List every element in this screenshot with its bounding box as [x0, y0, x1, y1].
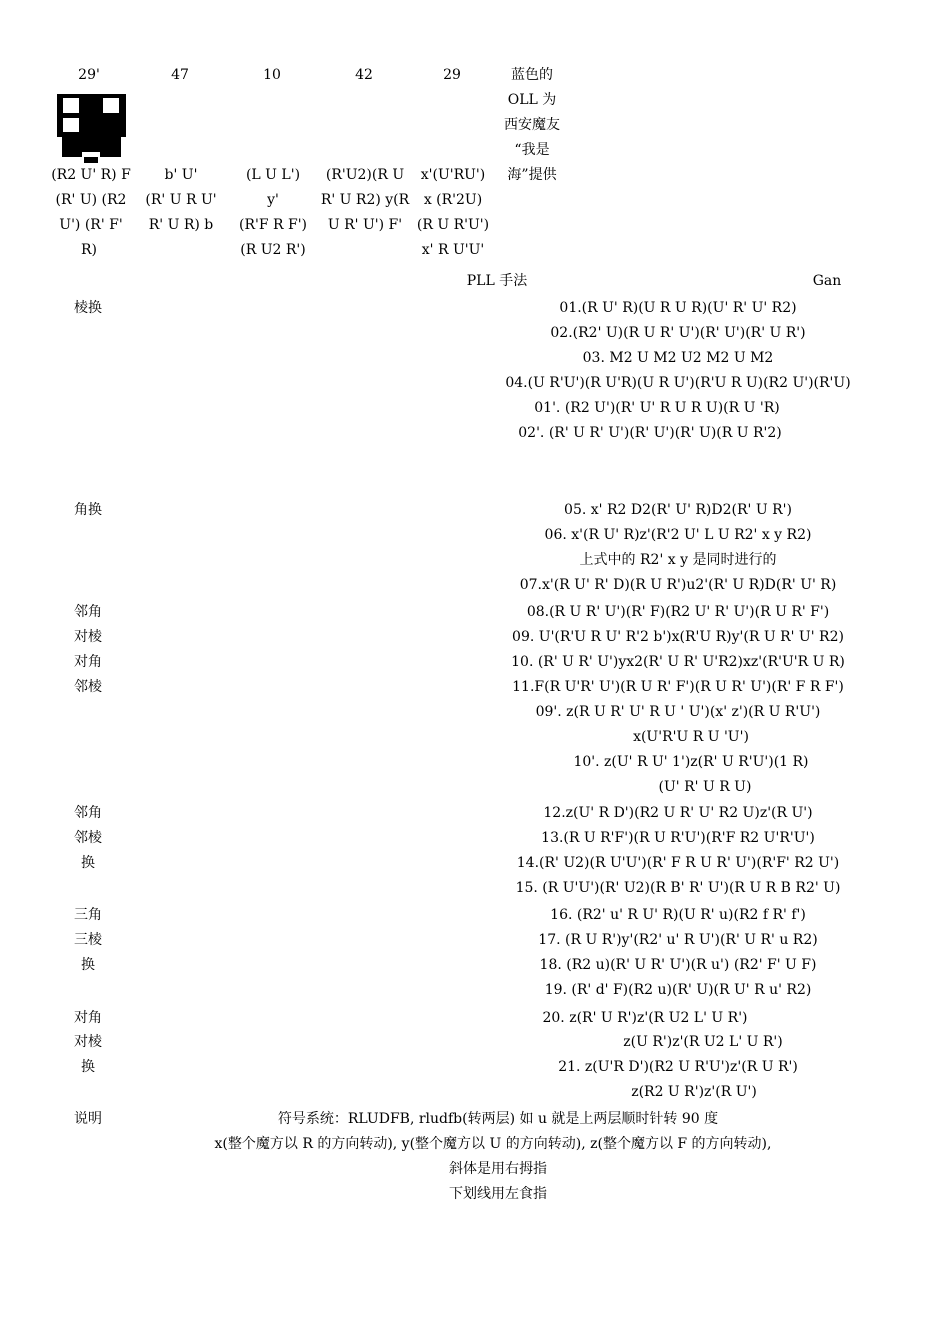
oll-note-line: “我是 [514, 142, 550, 158]
pll-formula: 19. (R' d' F)(R2 u)(R' U)(R U' R u' R2) [544, 982, 812, 998]
oll-case-number: 47 [171, 67, 189, 83]
pll-formula: z(U R')z'(R U2 L' U R') [623, 1034, 783, 1050]
category-label: 对棱 [74, 629, 102, 645]
category-label: 三棱 [74, 932, 102, 948]
pll-formula: 18. (R2 u)(R' U R' U')(R u') (R2' F' U F) [539, 957, 817, 973]
pll-formula: 02'. (R' U R' U')(R' U')(R' U)(R U R'2) [518, 425, 782, 441]
pll-formula: 21. z(U'R D')(R2 U R'U')z'(R U R') [558, 1059, 798, 1075]
oll-formula-line: U R' U') F' [327, 217, 403, 233]
notation-note: 下划线用左食指 [449, 1186, 547, 1202]
oll-formula-line: R' U R) b [148, 217, 214, 233]
oll-formula-line: R' U R2) y(R [320, 192, 410, 208]
oll-formula-line: U') (R' F' [59, 217, 123, 233]
oll-formula-line: (R' U R U' [145, 192, 217, 208]
category-label: 邻角 [74, 604, 102, 620]
pll-formula: 03. M2 U M2 U2 M2 U M2 [582, 350, 774, 366]
category-label: 三角 [74, 907, 102, 923]
pll-formula: 05. x' R2 D2(R' U' R)D2(R' U R') [564, 502, 792, 518]
pll-formula: z(R2 U R')z'(R U') [631, 1084, 757, 1100]
category-label: 角换 [74, 502, 102, 518]
oll-formula-line: (R U R'U') [416, 217, 490, 233]
oll-formula-line: (R2 U' R) F [51, 167, 131, 183]
oll-formula-line: (R'F R F') [238, 217, 308, 233]
oll-case-number: 29' [78, 67, 100, 83]
pll-formula: 17. (R U R')y'(R2' u' R U')(R' U R' u R2) [538, 932, 818, 948]
oll-formula-line: x' R U'U' [421, 242, 485, 258]
oll-case-number: 42 [355, 67, 373, 83]
pll-formula: 11.F(R U'R' U')(R U R' F')(R U R' U')(R' F R F') [512, 679, 844, 695]
pll-formula: 08.(R U R' U')(R' F)(R2 U' R' U')(R U R' F') [526, 604, 830, 620]
pll-formula: 01.(R U' R)(U R U R)(U' R' U' R2) [559, 300, 797, 316]
category-label: 对角 [74, 1010, 102, 1026]
pll-formula: 07.x'(R U' R' D)(R U R')u2'(R' U R)D(R' U' R) [519, 577, 837, 593]
pll-formula: 09'. z(R U R' U' R U ' U')(x' z')(R U R'U') [535, 704, 821, 720]
pll-formula: 15. (R U'U')(R' U2)(R B' R' U')(R U R B R2' U) [515, 880, 841, 896]
pll-formula: 02.(R2' U)(R U R' U')(R' U')(R' U R') [550, 325, 806, 341]
oll-note-line: 海”提供 [507, 167, 557, 183]
oll-formula-line: (R U2 R') [240, 242, 306, 258]
pll-formula: 13.(R U R'F')(R U R'U')(R'F R2 U'R'U') [541, 830, 815, 846]
category-label: 邻角 [74, 805, 102, 821]
pll-author: Gan [812, 273, 842, 289]
notation-note: 符号系统：RLUDFB, rludfb(转两层) 如 u 就是上两层顺时针转 90 度 [277, 1111, 719, 1127]
pll-formula: 20. z(R' U R')z'(R U2 L' U R') [542, 1010, 748, 1026]
oll-formula-line: (R' U) (R2 [55, 192, 127, 208]
pll-formula: 04.(U R'U')(R U'R)(U R U')(R'U R U)(R2 U')(R'U) [505, 375, 851, 391]
category-label: 邻棱 [74, 830, 102, 846]
pll-formula: 06. x'(R U' R)z'(R'2 U' L U R2' x y R2) [544, 527, 812, 543]
pll-formula-note: 上式中的 R2' x y 是同时进行的 [579, 552, 777, 568]
pll-formula: x(U'R'U R U 'U') [633, 729, 749, 745]
oll-formula-line: R) [80, 242, 98, 258]
pll-formula: 01'. (R2 U')(R' U' R U R U)(R U 'R) [534, 400, 780, 416]
oll-formula-line: (L U L') [245, 167, 301, 183]
oll-pattern-diagram [57, 94, 126, 157]
pll-formula: 16. (R2' u' R U' R)(U R' u)(R2 f R' f') [550, 907, 806, 923]
pll-section-title: PLL 手法 [466, 273, 528, 289]
pll-formula: 10'. z(U' R U' 1')z(R' U R'U')(1 R) [573, 754, 809, 770]
oll-formula-line: x (R'2U) [423, 192, 483, 208]
oll-formula-line: (R'U2)(R U [325, 167, 405, 183]
category-label: 对角 [74, 654, 102, 670]
pll-formula: (U' R' U R U) [658, 779, 752, 795]
category-label: 换 [81, 957, 95, 973]
notation-note: x(整个魔方以 R 的方向转动), y(整个魔方以 U 的方向转动), z(整个魔方以 F 的方向转动), [214, 1136, 772, 1152]
oll-note-line: 蓝色的 [511, 67, 553, 83]
oll-case-number: 29 [443, 67, 461, 83]
category-label: 邻棱 [74, 679, 102, 695]
pll-formula: 10. (R' U R' U')yx2(R' U R' U'R2)xz'(R'U'R U R) [511, 654, 845, 670]
category-label: 换 [81, 855, 95, 871]
oll-formula-line: x'(U'RU') [420, 167, 486, 183]
notation-note: 斜体是用右拇指 [449, 1161, 547, 1177]
category-label: 棱换 [74, 300, 102, 316]
oll-case-number: 10 [263, 67, 281, 83]
oll-note-line: 西安魔友 [504, 117, 560, 133]
pll-formula: 12.z(U' R D')(R2 U R' U' R2 U)z'(R U') [543, 805, 813, 821]
oll-formula-line: b' U' [164, 167, 198, 183]
pll-formula: 14.(R' U2)(R U'U')(R' F R U R' U')(R'F' R2 U') [516, 855, 840, 871]
oll-formula-line: y' [267, 192, 279, 208]
oll-note-line: OLL 为 [507, 92, 557, 108]
category-label: 对棱 [74, 1034, 102, 1050]
category-label: 换 [81, 1059, 95, 1075]
category-label: 说明 [74, 1111, 102, 1127]
pll-formula: 09. U'(R'U R U' R'2 b')x(R'U R)y'(R U R' U' R2) [512, 629, 844, 645]
